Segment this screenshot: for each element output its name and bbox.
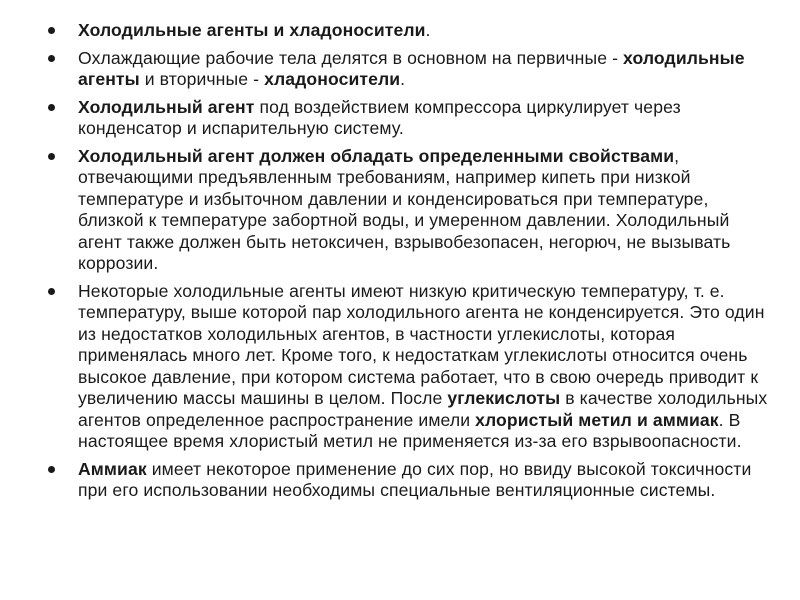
bullet-item bbox=[78, 146, 778, 275]
text-bold: углекислоты bbox=[447, 388, 561, 408]
text: и вторичные - bbox=[139, 69, 265, 89]
bullet-item bbox=[78, 20, 778, 42]
text-bold: хлористый метил и аммиак bbox=[475, 409, 719, 430]
text-bold: Холодильный агент bbox=[78, 96, 255, 117]
bullet-dot-icon bbox=[48, 466, 55, 473]
bullet-item bbox=[78, 459, 778, 502]
bullet-dot-icon bbox=[48, 104, 55, 111]
bullet-item bbox=[78, 281, 778, 453]
text-bold: Холодильные агенты и хладоносители bbox=[78, 20, 426, 40]
text-bold: хладоносители bbox=[264, 69, 401, 89]
bullet-dot-icon bbox=[48, 55, 55, 62]
text-bold: холодильные агенты bbox=[78, 47, 745, 89]
bullet-list bbox=[78, 20, 778, 508]
bullet-dot-icon bbox=[48, 27, 55, 34]
text: . bbox=[425, 20, 431, 40]
text: . bbox=[400, 69, 406, 89]
text: в качестве холодильных агентов определенное распространение имели bbox=[78, 388, 768, 430]
text-bold: Холодильный агент должен обладать определенными свойствами bbox=[78, 145, 675, 166]
bullet-dot-icon bbox=[48, 288, 55, 295]
text: Охлаждающие рабочие тела делятся в основном на первичные - bbox=[78, 47, 624, 68]
text: , отвечающими предъявленным требованиям, например кипеть при низкой температуре и избыточном давлении и конденсироваться при температуре, близкой к температуре забортной воды, и умеренном давлении. Холодильный агент также должен быть нетоксичен, взрывобезопасен, негорюч, не вызывать коррозии. bbox=[78, 145, 731, 273]
text: Некоторые холодильные агенты имеют низкую критическую температуру, т. е. температуру, выше которой пар холодильного агента не конденсируется. Это один из недостатков холодильных агентов, в частности углекислоты, которая применялась много лет. Кроме того, к недостаткам углекислоты относится очень высокое давление, при котором система работает, что в свою очередь приводит к увеличению массы машины в целом. После bbox=[78, 280, 765, 408]
bullet-item bbox=[78, 48, 778, 91]
text: имеет некоторое применение до сих пор, но ввиду высокой токсичности при его использовании необходимы специальные вентиляционные системы. bbox=[78, 458, 752, 500]
bullet-item bbox=[78, 97, 778, 140]
text-bold: Аммиак bbox=[78, 458, 147, 479]
bullet-dot-icon bbox=[48, 153, 55, 160]
text: . В настоящее время хлористый метил не применяется из-за его взрывоопасности. bbox=[78, 409, 742, 451]
text: под воздействием компрессора циркулирует через конденсатор и испарительную систему. bbox=[78, 96, 681, 138]
